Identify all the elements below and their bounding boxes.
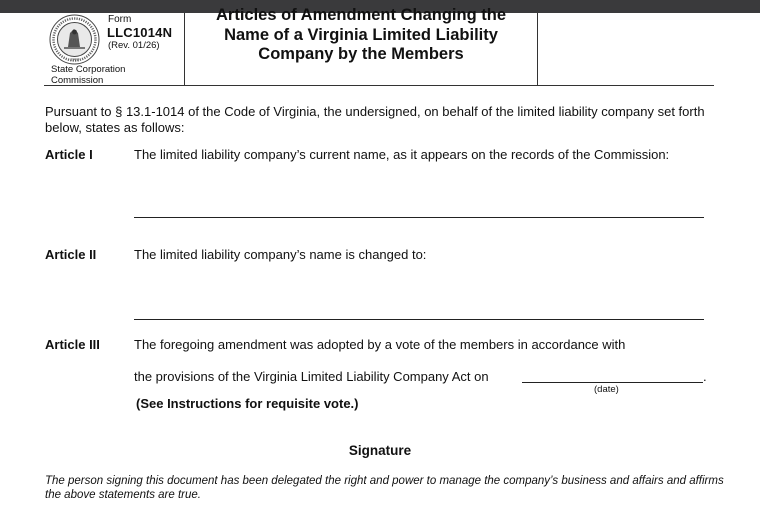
title-line-2: Name of a Virginia Limited Liability (224, 25, 498, 44)
intro-paragraph: Pursuant to § 13.1-1014 of the Code of Virginia, the undersigned, on behalf of the limited liability company set forth below, states as follows: (45, 104, 705, 135)
article-2-label: Article II (45, 247, 97, 262)
signature-heading: Signature (348, 443, 412, 458)
header-divider-right (537, 13, 538, 86)
date-caption: (date) (594, 384, 619, 395)
article-1-text: The limited liability company’s current name, as it appears on the records of the Commission: (134, 147, 670, 162)
form-number: LLC1014N (107, 25, 173, 40)
title-line-3: Company by the Members (258, 45, 464, 63)
article-1-label: Article I (45, 147, 93, 162)
agency-line-1: State Corporation (51, 64, 126, 75)
sentence-period: . (703, 369, 707, 384)
virginia-seal-icon (49, 14, 100, 65)
article-3-text: The foregoing amendment was adopted by a vote of the members in accordance with (134, 337, 626, 352)
requisite-vote-note: (See Instructions for requisite vote.) (136, 396, 359, 411)
article-2-text: The limited liability company’s name is changed to: (134, 247, 427, 262)
signature-statement: The person signing this document has been delegated the right and power to manage the company’s business and affairs and affirms the above statements are true. (45, 475, 724, 501)
header-bottom-rule (44, 85, 714, 86)
title-line-1: Articles of Amendment Changing the (216, 6, 506, 24)
svg-text:1903: 1903 (70, 56, 79, 62)
adoption-date-field[interactable] (522, 382, 703, 383)
article-3-text-continued: the provisions of the Virginia Limited Liability Company Act on (134, 369, 489, 384)
agency-line-2: Commission (51, 75, 104, 86)
form-label: Form (108, 14, 132, 25)
new-name-field[interactable] (134, 319, 704, 320)
document-title (185, 6, 537, 65)
form-revision: (Rev. 01/26) (108, 40, 160, 51)
agency-name (51, 64, 125, 86)
current-name-field[interactable] (134, 217, 704, 218)
article-3-label: Article III (45, 337, 100, 352)
